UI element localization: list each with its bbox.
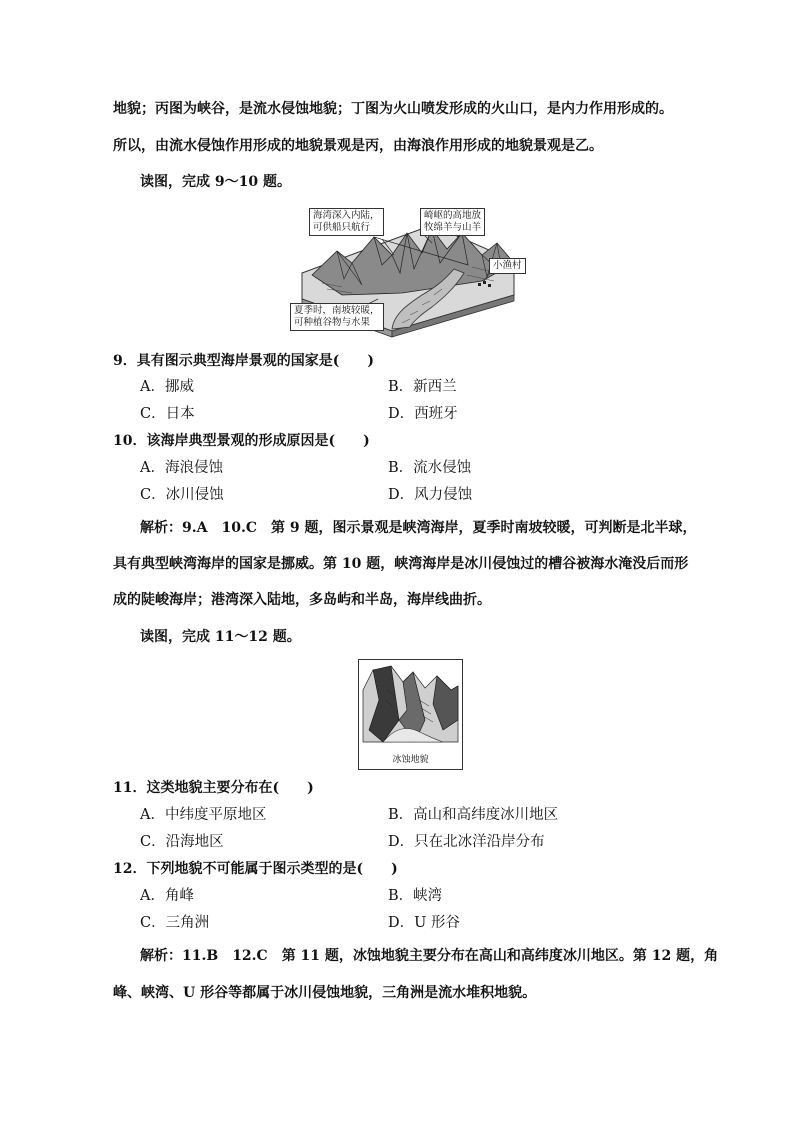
callout-south-slope-line-2: 可种植谷物与水果 <box>294 317 371 328</box>
analysis-1-line-3: 成的陡峻海岸；港湾深入陆地，多岛屿和半岛，海岸线曲折。 <box>113 592 491 608</box>
q10-option-b: B．流水侵蚀 <box>388 460 472 476</box>
callout-fishing-village: 小渔村 <box>489 258 526 274</box>
read-instruction-2: 读图，完成 11～12 题。 <box>140 629 301 645</box>
analysis-1-line-1: 解析：9.A 10.C 第 9 题，图示景观是峡湾海岸，夏季时南坡较暖，可判断是北半球， <box>140 520 697 536</box>
callout-fjord-navigation-line-1: 海湾深入内陆， <box>313 210 380 221</box>
callout-highland-grazing <box>420 208 485 236</box>
callout-south-slope-line-1: 夏季时，南坡较暖， <box>294 305 380 316</box>
analysis-2-line-1: 解析：11.B 12.C 第 11 题，冰蚀地貌主要分布在高山和高纬度冰川地区。第 12 题，角 <box>140 948 719 964</box>
glacial-landform-illustration <box>359 660 462 750</box>
glacial-landform-figure <box>358 659 463 770</box>
analysis-2-line-2: 峰、峡湾、U 形谷等都属于冰川侵蚀地貌，三角洲是流水堆积地貌。 <box>113 985 537 1001</box>
callout-highland-grazing-line-2: 牧绵羊与山羊 <box>424 222 482 233</box>
q12-option-a: A．角峰 <box>140 888 194 904</box>
q9-option-b: B．新西兰 <box>388 379 457 395</box>
q11-option-c: C．沿海地区 <box>140 834 224 850</box>
q10-stem: 10．该海岸典型景观的形成原因是( ) <box>113 433 370 449</box>
q9-option-c: C．日本 <box>140 406 195 422</box>
q10-option-d: D．风力侵蚀 <box>388 487 473 503</box>
q12-option-c: C．三角洲 <box>140 915 210 931</box>
callout-fjord-navigation <box>309 208 384 236</box>
callout-fjord-navigation-line-2: 可供船只航行 <box>313 222 371 233</box>
fjord-diagram <box>282 203 528 339</box>
q12-stem: 12．下列地貌不可能属于图示类型的是( ) <box>113 861 398 877</box>
q9-option-d: D．西班牙 <box>388 406 458 422</box>
q12-option-b: B．峡湾 <box>388 888 443 904</box>
callout-south-slope <box>290 303 384 331</box>
read-instruction-1: 读图，完成 9～10 题。 <box>140 174 291 190</box>
q11-option-a: A．中纬度平原地区 <box>140 807 267 823</box>
callout-highland-grazing-line-1: 崎岖的高地放 <box>424 210 482 221</box>
glacial-figure-caption: 冰蚀地貌 <box>392 755 429 765</box>
analysis-1-line-2: 具有典型峡湾海岸的国家是挪威。第 10 题，峡湾海岸是冰川侵蚀过的槽谷被海水淹没后而形 <box>113 556 689 572</box>
q10-option-c: C．冰川侵蚀 <box>140 487 224 503</box>
intro-line-2: 所以，由流水侵蚀作用形成的地貌景观是丙，由海浪作用形成的地貌景观是乙。 <box>113 138 603 154</box>
q12-option-d: D．U 形谷 <box>388 915 460 931</box>
intro-line-1: 地貌；丙图为峡谷，是流水侵蚀地貌；丁图为火山喷发形成的火山口，是内力作用形成的。 <box>113 101 673 117</box>
q11-option-b: B．高山和高纬度冰川地区 <box>388 807 559 823</box>
q9-option-a: A．挪威 <box>140 379 194 395</box>
q9-stem: 9．具有图示典型海岸景观的国家是( ) <box>113 353 374 369</box>
q10-option-a: A．海浪侵蚀 <box>140 460 223 476</box>
q11-option-d: D．只在北冰洋沿岸分布 <box>388 834 545 850</box>
q11-stem: 11．这类地貌主要分布在( ) <box>113 780 314 796</box>
